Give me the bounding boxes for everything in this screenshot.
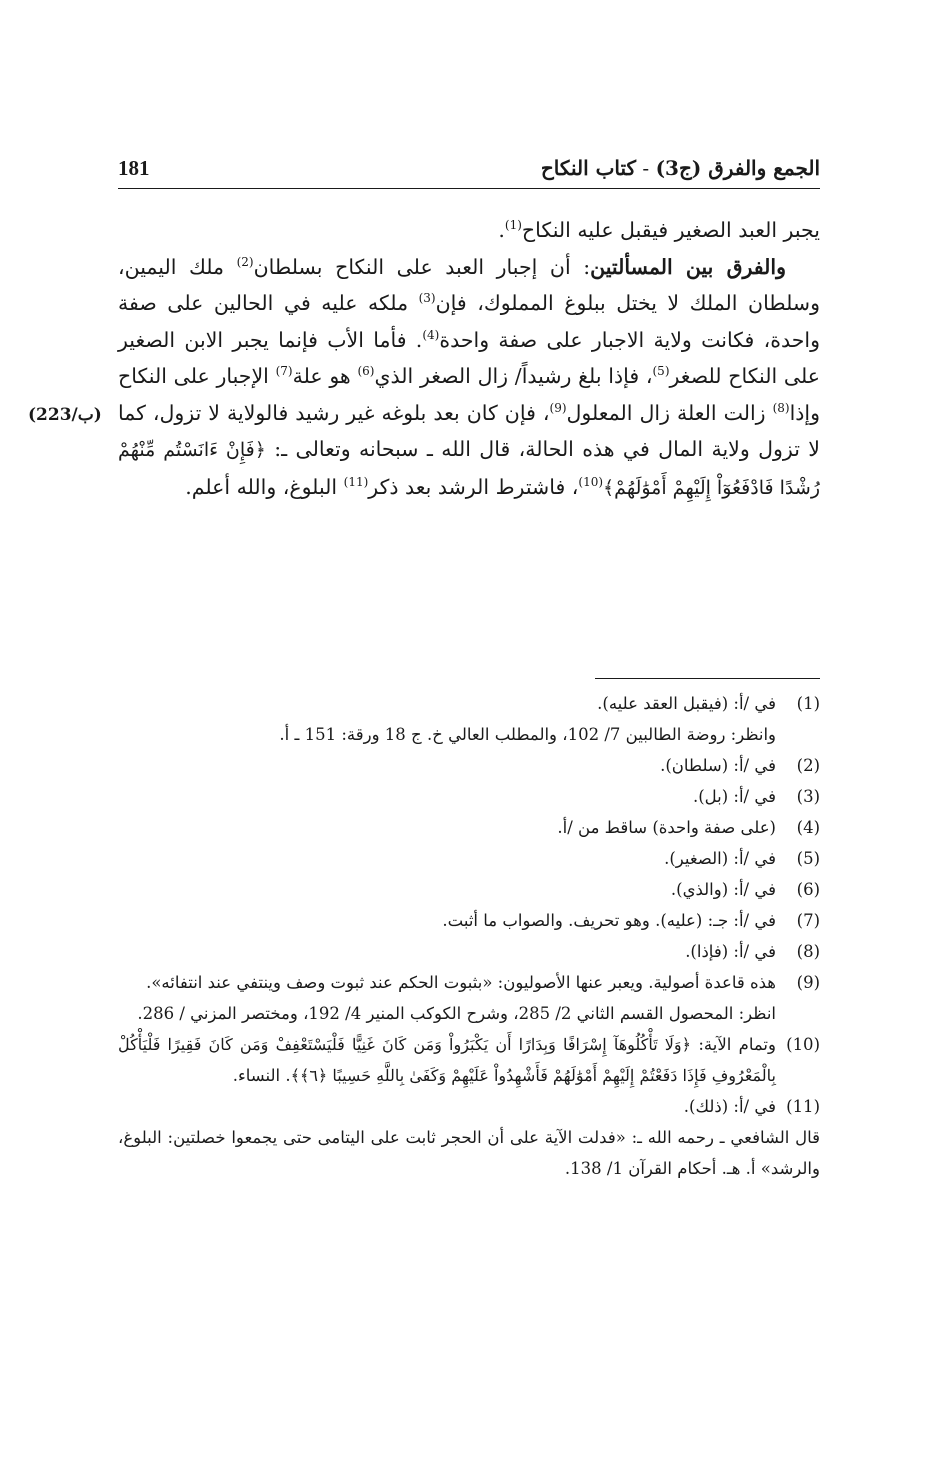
- footnote-number: (7): [796, 911, 820, 930]
- footnote-number: (2): [796, 756, 820, 775]
- footnote-number: (6): [796, 880, 820, 899]
- footnote-ref-3[interactable]: (3): [418, 291, 436, 306]
- footnote-6: [118, 874, 820, 905]
- footnote-9: [118, 967, 820, 998]
- footnote-text: في /أ: (بل).: [692, 787, 776, 806]
- footnote-text: (على صفة واحدة) ساقط من /أ.: [557, 818, 776, 837]
- footnote-ref-2[interactable]: (2): [236, 254, 254, 269]
- footnote-7: [118, 905, 820, 936]
- footnote-number: (11): [786, 1097, 820, 1116]
- footnote-ref-4[interactable]: (4): [422, 327, 440, 342]
- footnote-number: (4): [796, 818, 820, 837]
- footnote-ref-7[interactable]: (7): [275, 364, 293, 379]
- footnote-ref-10[interactable]: (10): [578, 474, 604, 489]
- footnote-11-continuation: قال الشافعي ـ رحمه الله ـ: «فدلت الآية على أن الحجر ثابت على اليتامى حتى يجمعوا خصلتين: البلوغ، والرشد» أ. هـ. أحكام القرآن 1/ 138.: [118, 1128, 820, 1178]
- paragraph-1-text: يجبر العبد الصغير فيقبل عليه النكاح: [521, 218, 820, 242]
- main-text: [118, 212, 820, 506]
- footnotes: [118, 688, 820, 1184]
- footnote-ref-9[interactable]: (9): [549, 400, 567, 415]
- footnote-1: [118, 688, 820, 719]
- footnote-3: [118, 781, 820, 812]
- margin-manuscript-ref: (223/ب): [28, 405, 102, 425]
- footnote-11: [118, 1091, 820, 1122]
- footnote-text: [118, 1029, 776, 1091]
- paragraph-2-segment: ، فإذا بلغ رشيداً/ زال الصغر الذي: [374, 364, 653, 388]
- footnote-10-source: . النساء.: [232, 1066, 291, 1085]
- footnote-number: (8): [796, 942, 820, 961]
- footnote-text: في /أ: (الصغير).: [664, 849, 776, 868]
- footnote-text: في /أ: (والذي).: [670, 880, 776, 899]
- footnote-8: [118, 936, 820, 967]
- footnote-text: في /أ: (سلطان).: [660, 756, 776, 775]
- paragraph-2-lead: والفرق بين المسألتين: [590, 254, 787, 279]
- paragraph-2: [118, 249, 820, 507]
- quran-verse: ﴿فَإِنْ ءَانَسْتُم مِّنْهُمْ رُشْدًا فَادْفَعُوٓاْ إِلَيْهِمْ أَمْوَٰلَهُمْ﴾: [118, 439, 820, 499]
- running-title-book: الجمع والفرق (ج3): [655, 156, 820, 180]
- footnote-ref-1[interactable]: (1): [504, 218, 522, 233]
- paragraph-2-segment: الإجبار على النكاح وإذا: [118, 364, 821, 425]
- footnote-9-continuation: انظر: المحصول القسم الثاني 2/ 285، وشرح الكوكب المنير 4/ 192، ومختصر المزني / 286.: [137, 1004, 776, 1023]
- paragraph-2-segment: : أن إجبار العبد على النكاح بسلطان: [253, 254, 591, 279]
- footnote-text: في /أ: (فيقبل العقد عليه).: [597, 694, 776, 713]
- footnote-number: (5): [796, 849, 820, 868]
- footnote-number: (1): [796, 694, 820, 713]
- paragraph-1-end: .: [498, 218, 505, 242]
- footnote-text: في /أ: (ذلك).: [683, 1097, 776, 1116]
- footnote-number: (10): [786, 1035, 820, 1054]
- footnote-number: (3): [796, 787, 820, 806]
- paragraph-2-segment: ، فإن كان بعد بلوغه غير رشيد فالولاية لا تزول، كما لا تزول ولاية المال في هذه الحالة، قال الله ـ سبحانه وتعالى ـ:: [118, 400, 820, 461]
- footnote-text: في /أ: (فإذا).: [685, 942, 776, 961]
- footnote-10: [118, 1029, 820, 1091]
- page-number: 181: [118, 155, 150, 180]
- paragraph-2-segment: هو علة: [292, 364, 358, 388]
- footnote-2: [118, 750, 820, 781]
- paragraph-1: [118, 212, 820, 249]
- footnote-ref-8[interactable]: (8): [772, 400, 790, 415]
- footnote-text: هذه قاعدة أصولية. ويعبر عنها الأصوليون: «بثبوت الحكم عند ثبوت وصف وينتفي عند انتفائه».: [146, 973, 776, 992]
- footnote-ref-11[interactable]: (11): [343, 474, 369, 489]
- paragraph-2-segment: ملك اليمين، وسلطان الملك لا يختل ببلوغ المملوك، فإن: [118, 254, 820, 315]
- footnote-4: [118, 812, 820, 843]
- footnote-ref-5[interactable]: (5): [652, 364, 670, 379]
- footnote-1-continuation: وانظر: روضة الطالبين 7/ 102، والمطلب العالي خ. ج 18 ورقة: 151 ـ أ.: [279, 725, 776, 744]
- footnote-10-intro: وتمام الآية:: [691, 1035, 776, 1054]
- paragraph-2-segment: . فأما الأب فإنما يجبر الابن الصغير على النكاح للصغر: [118, 327, 820, 388]
- paragraph-2-segment: ، فاشترط الرشد بعد ذكر: [368, 474, 579, 499]
- page-header: [118, 148, 820, 189]
- footnote-number: (9): [796, 973, 820, 992]
- paragraph-2-segment: ملكه عليه في الحالين على صفة واحدة، فكانت ولاية الاجبار على صفة واحدة: [118, 291, 820, 352]
- running-title-chapter: كتاب النكاح: [540, 156, 637, 180]
- running-title: [541, 156, 820, 180]
- footnote-divider: [595, 678, 820, 679]
- paragraph-2-segment: البلوغ، والله أعلم.: [185, 474, 344, 499]
- quran-verse: ﴿وَلَا تَأْكُلُوهَآ إِسْرَافًا وَبِدَارًا أَن يَكْبَرُواْ وَمَن كَانَ غَنِيًّا فَلْيَسْتَعْفِفْ وَمَن كَانَ فَقِيرًا فَلْيَأْكُلْ بِالْمَعْرُوفِ فَإِذَا دَفَعْتُمْ إِلَيْهِمْ أَمْوَٰلَهُمْ فَأَشْهِدُواْ عَلَيْهِمْ وَكَفَىٰ بِاللَّهِ حَسِيبًا ﴿٦﴾﴾: [118, 1035, 776, 1085]
- footnote-5: [118, 843, 820, 874]
- footnote-ref-6[interactable]: (6): [357, 364, 375, 379]
- running-title-separator: -: [636, 156, 656, 180]
- footnote-text: في /أ: جـ: (عليه). وهو تحريف. والصواب ما أثبت.: [442, 911, 776, 930]
- paragraph-2-segment: زالت العلة زال المعلول: [566, 400, 773, 425]
